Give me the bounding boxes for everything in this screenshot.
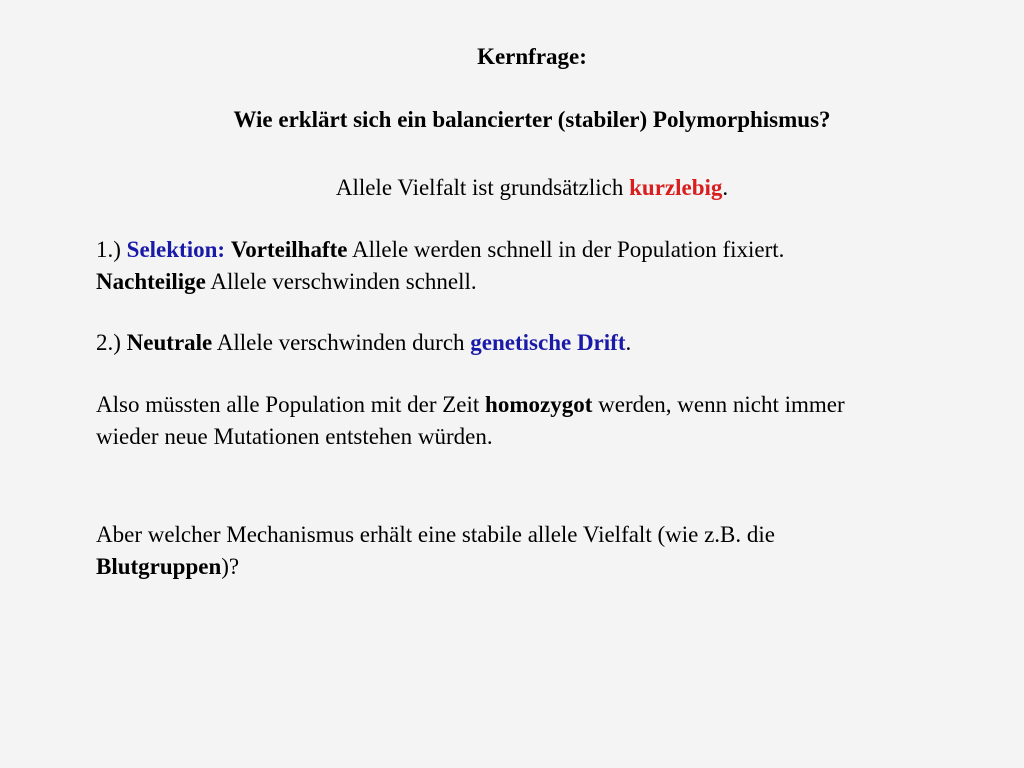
statement-line — [0, 175, 1024, 201]
conclusion — [96, 389, 976, 453]
final-question — [96, 519, 976, 583]
point1-term: Selektion: — [126, 237, 226, 262]
point1-bold1: Vorteilhafte — [230, 237, 348, 262]
statement-end: . — [722, 175, 729, 200]
point2-bold: Neutrale — [126, 330, 213, 355]
point1-text2: Allele verschwinden schnell. — [205, 269, 477, 294]
core-question: Wie erklärt sich ein balancierter (stabiler) Polymorphismus? — [233, 107, 831, 132]
statement-text: Allele Vielfalt ist grundsätzlich — [335, 175, 630, 200]
point1-number: 1.) — [96, 237, 127, 262]
conclusion-text2: werden, wenn nicht immer — [592, 392, 845, 417]
point2-end: . — [625, 330, 632, 355]
statement-highlight: kurzlebig — [629, 175, 723, 200]
slide-heading: Kernfrage: — [477, 44, 587, 69]
final-question-line1: Aber welcher Mechanismus erhält eine stabile allele Vielfalt (wie z.B. die — [96, 522, 775, 547]
final-question-line2 — [96, 551, 976, 583]
point-selection — [96, 234, 976, 298]
final-question-end: )? — [221, 554, 240, 579]
point-drift — [96, 327, 976, 359]
point2-text: Allele verschwinden durch — [212, 330, 471, 355]
conclusion-line1 — [96, 389, 976, 421]
conclusion-bold: homozygot — [485, 392, 593, 417]
point2-term: genetische Drift — [470, 330, 626, 355]
point1-bold2: Nachteilige — [96, 269, 206, 294]
conclusion-line2: wieder neue Mutationen entstehen würden. — [96, 424, 493, 449]
final-question-bold: Blutgruppen — [96, 554, 222, 579]
point1-text1: Allele werden schnell in der Population fixiert. — [347, 237, 785, 262]
conclusion-text1: Also müssten alle Population mit der Zeit — [96, 392, 486, 417]
point-selection-line2 — [96, 266, 976, 298]
point2-number: 2.) — [96, 330, 127, 355]
point-selection-line1 — [96, 234, 976, 266]
